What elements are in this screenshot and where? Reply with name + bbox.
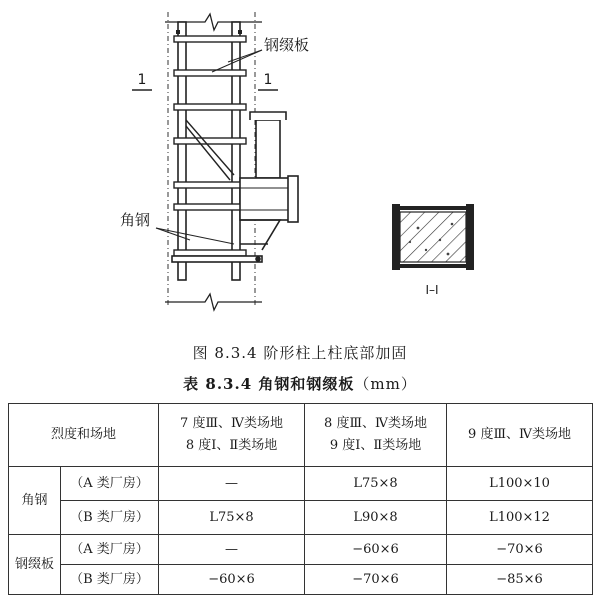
table-title-text: 表 8.3.4 角钢和钢缀板 (183, 375, 355, 393)
value-cell: −70×6 (305, 565, 447, 595)
angle-steel-plate-table (8, 403, 593, 595)
building-type: （A 类厂房） (61, 467, 159, 501)
value-cell: L100×10 (447, 467, 593, 501)
table-row (9, 535, 593, 565)
table-title (0, 373, 600, 394)
building-type: （B 类厂房） (61, 501, 159, 535)
value-cell: −70×6 (447, 535, 593, 565)
corner-header: 烈度和场地 (9, 404, 159, 467)
building-type: （A 类厂房） (61, 535, 159, 565)
table-row (9, 467, 593, 501)
figure-caption: 图 8.3.4 阶形柱上柱底部加固 (192, 344, 408, 362)
table-row (9, 565, 593, 595)
header-col1 (159, 404, 305, 467)
crane-bracket (240, 112, 298, 222)
value-cell: −60×6 (305, 535, 447, 565)
value-cell: L75×8 (305, 467, 447, 501)
value-cell: — (159, 535, 305, 565)
header-col3: 9 度Ⅲ、Ⅳ类场地 (447, 404, 593, 467)
label-steel-plate: 钢缀板 (264, 36, 310, 54)
value-cell: L90×8 (305, 501, 447, 535)
table-row (9, 501, 593, 535)
header-col2 (305, 404, 447, 467)
header-col1-line2: 8 度Ⅰ、Ⅱ类场地 (185, 438, 278, 453)
section-mark-left-number: 1 (137, 72, 147, 88)
header-col1-line1: 7 度Ⅲ、Ⅳ类场地 (180, 416, 283, 431)
value-cell: −85×6 (447, 565, 593, 595)
value-cell: −60×6 (159, 565, 305, 595)
value-cell: L100×12 (447, 501, 593, 535)
group-name: 角钢 (9, 467, 61, 535)
table-header-row (9, 404, 593, 467)
lower-column-base (172, 220, 280, 262)
section-name: I–I (425, 283, 439, 297)
diagonal-brace (186, 120, 234, 180)
group-name: 钢缀板 (9, 535, 61, 595)
value-cell: L75×8 (159, 501, 305, 535)
building-type: （B 类厂房） (61, 565, 159, 595)
label-angle-steel: 角钢 (120, 211, 151, 229)
value-cell: — (159, 467, 305, 501)
header-col2-line2: 9 度Ⅰ、Ⅱ类场地 (329, 438, 422, 453)
header-col2-line1: 8 度Ⅲ、Ⅳ类场地 (324, 416, 427, 431)
table-unit: （mm） (354, 375, 417, 393)
cross-section-detail (392, 204, 474, 270)
section-mark-right-number: 1 (263, 72, 273, 88)
